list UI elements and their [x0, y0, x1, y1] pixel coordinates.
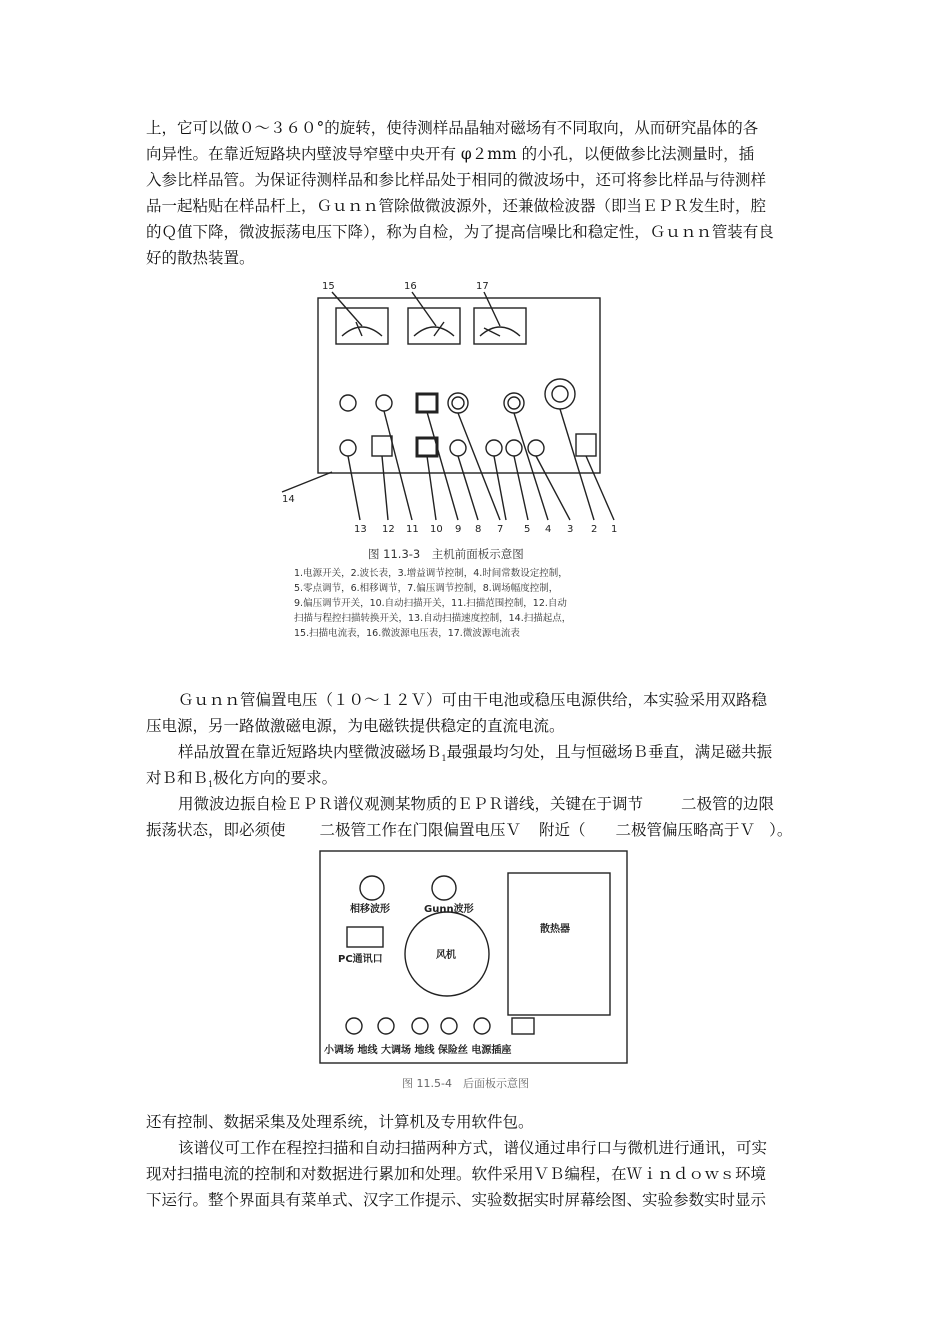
legend-line: 9.偏压调节开关，10.自动扫描开关，11.扫描范围控制，12.自动 [294, 598, 567, 609]
part-number: 8 [475, 524, 482, 535]
port-knob [346, 1018, 362, 1034]
text-line [178, 792, 774, 814]
text-span: 极化方向的要求。 [213, 769, 338, 787]
power-socket [512, 1018, 534, 1034]
port-knob [441, 1018, 457, 1034]
text-line [146, 766, 337, 789]
part-number: 7 [497, 524, 504, 535]
text-line: 现对扫描电流的控制和对数据进行累加和处理。软件采用ＶＢ编程，在Ｗｉｎｄｏｗｓ环境 [146, 1165, 767, 1183]
switch [417, 394, 437, 412]
port-knob [412, 1018, 428, 1034]
text-line: 好的散热装置。 [146, 249, 255, 267]
phase-wave-port [360, 876, 384, 900]
fan-label: 风机 [436, 950, 456, 961]
part-number: 12 [382, 524, 395, 535]
text-span: ）。 [769, 821, 793, 839]
meter-label: 17 [476, 281, 489, 292]
text-line: 下运行。整个界面具有菜单式、汉字工作提示、实验数据实时屏幕绘图、实验参数实时显示 [146, 1191, 767, 1209]
part-number: 1 [611, 524, 618, 535]
text-span: 样品放置在靠近短路块内壁微波磁场Ｂ [178, 743, 442, 761]
heatsink [508, 873, 610, 1015]
gunn-wave-port [432, 876, 456, 900]
port-knob [474, 1018, 490, 1034]
text-line [146, 818, 792, 840]
rear-panel-figure [316, 848, 632, 1068]
text-span: 附近（ [539, 821, 586, 839]
text-span: 用微波边振自检ＥＰＲ谱仪观测某物质的ＥＰＲ谱线，关键在于调节 [178, 795, 644, 813]
text-line: Ｇｕｎｎ管偏置电压（１０～１２Ｖ）可由干电池或稳压电源供给，本实验采用双路稳 [178, 691, 768, 709]
part-number: 2 [591, 524, 598, 535]
text-line: 入参比样品管。为保证待测样品和参比样品处于相同的微波场中，还可将参比样品与待测样 [146, 171, 767, 189]
part-number: 13 [354, 524, 367, 535]
text-span: 振荡状态，即必须使 [146, 821, 286, 839]
text-line: 压电源，另一路做激磁电源，为电磁铁提供稳定的直流电流。 [146, 717, 565, 735]
heatsink-label: 散热器 [540, 924, 570, 935]
callout-label: 14 [282, 494, 295, 505]
knob [340, 440, 356, 456]
switch [417, 438, 437, 456]
text-span: 对Ｂ和Ｂ [146, 769, 209, 787]
part-number: 11 [406, 524, 419, 535]
subscript: 1 [441, 754, 447, 763]
knob [376, 395, 392, 411]
text-line: 该谱仪可工作在程控扫描和自动扫描两种方式，谱仪通过串行口与微机进行通讯，可实 [178, 1139, 768, 1157]
text-line: 上，它可以做０～３６０°的旋转，使待测样品晶轴对磁场有不同取向，从而研究晶体的各 [146, 119, 759, 137]
text-line [178, 740, 772, 763]
phase-wave-label: 相移波形 [350, 904, 390, 915]
part-number: 5 [524, 524, 531, 535]
text-line: 向异性。在靠近短路块内壁波导窄壁中央开有 φ２mm 的小孔，以便做参比法测量时，插 [146, 145, 755, 163]
figure1-legend [294, 566, 634, 641]
power-switch [576, 434, 596, 456]
knob [504, 393, 524, 413]
part-number: 4 [545, 524, 552, 535]
gunn-wave-label: Gunn波形 [424, 904, 474, 915]
subscript: 1 [208, 780, 214, 789]
meter-16 [408, 308, 460, 344]
text-span: 最强最均匀处，且与恒磁场Ｂ垂直，满足磁共振 [446, 743, 773, 761]
pc-port-label: PC通讯口 [338, 954, 383, 965]
front-panel-figure [270, 270, 670, 550]
text-span: 二极管工作在门限偏置电压Ｖ [319, 821, 522, 839]
meter-label: 16 [404, 281, 417, 292]
wavelength-meter-knob [545, 379, 575, 409]
part-number: 3 [567, 524, 574, 535]
knob [506, 440, 522, 456]
part-number: 10 [430, 524, 443, 535]
figure2-caption: 图 11.5-4 后面板示意图 [402, 1077, 529, 1090]
text-span: 二极管的边限 [681, 795, 775, 813]
part-number: 9 [455, 524, 462, 535]
legend-line: 15.扫描电流表，16.微波源电压表，17.微波源电流表 [294, 628, 520, 639]
legend-line: 5.零点调节，6.相移调节，7.偏压调节控制，8.调场幅度控制， [294, 583, 559, 594]
figure1-caption: 图 11.3-3 主机前面板示意图 [368, 547, 524, 561]
legend-line: 1.电源开关，2.波长表，3.增益调节控制，4.时间常数设定控制， [294, 568, 568, 579]
text-span: 二极管偏压略高于Ｖ [615, 821, 756, 839]
knob [448, 393, 468, 413]
port-knob [378, 1018, 394, 1034]
knob [450, 440, 466, 456]
text-line: 还有控制、数据采集及处理系统，计算机及专用软件包。 [146, 1113, 534, 1131]
port-labels: 小调场 地线 大调场 地线 保险丝 电源插座 [324, 1045, 512, 1056]
knob [340, 395, 356, 411]
pc-port [347, 927, 383, 947]
text-line: 的Ｑ值下降，微波振荡电压下降），称为自检，为了提高信噪比和稳定性，Ｇｕｎｎ管装有良 [146, 223, 774, 241]
switch [372, 436, 392, 456]
legend-line: 扫描与程控扫描转换开关，13.自动扫描速度控制，14.扫描起点， [294, 613, 572, 624]
knob [528, 440, 544, 456]
text-line: 品一起粘贴在样品杆上，Ｇｕｎｎ管除做微波源外，还兼做检波器（即当ＥＰＲ发生时，腔 [146, 197, 767, 215]
knob [486, 440, 502, 456]
meter-label: 15 [322, 281, 335, 292]
